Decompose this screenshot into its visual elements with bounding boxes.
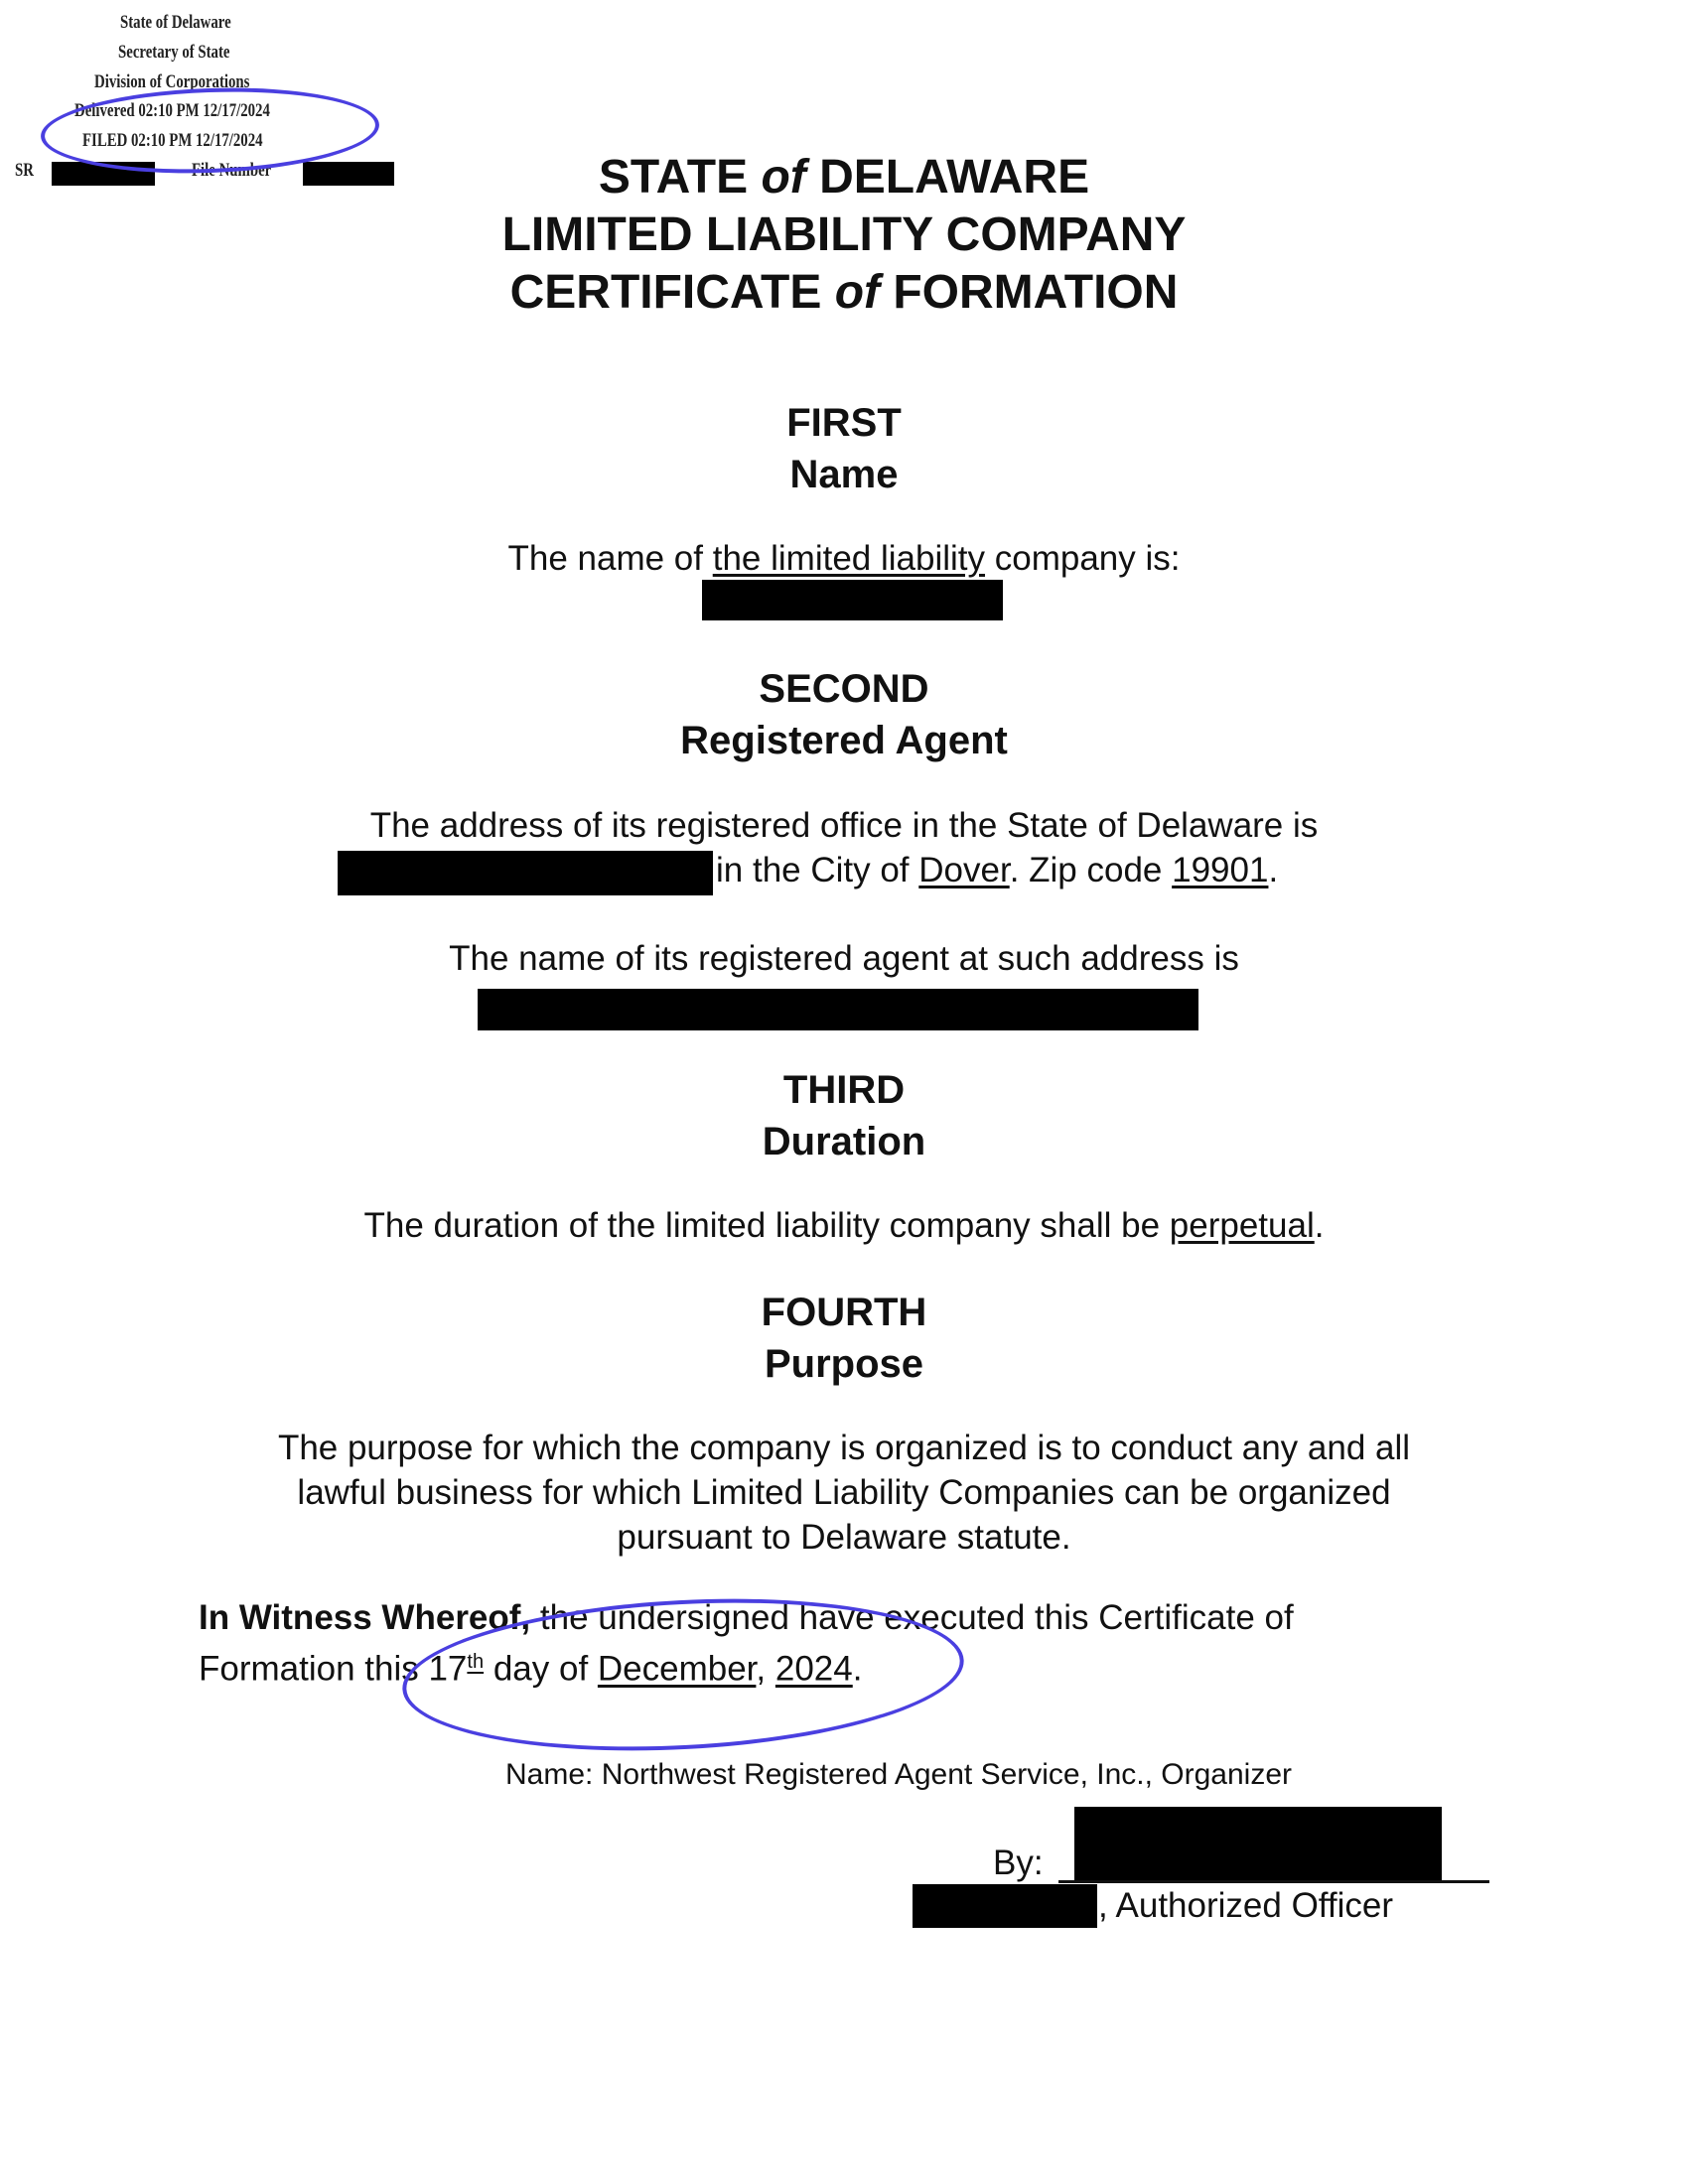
fourth-ordinal: FOURTH [761, 1291, 927, 1334]
third-heading [0, 1064, 1688, 1167]
city-value: Dover [918, 851, 1010, 889]
title-line-2: LIMITED LIABILITY COMPANY [501, 208, 1187, 261]
registered-office-line: The address of its registered office in the State of Delaware is [369, 806, 1319, 845]
first-label: Name [789, 453, 899, 496]
duration-value: perpetual [1169, 1206, 1315, 1245]
fourth-label: Purpose [764, 1342, 924, 1386]
witness-paragraph: In Witness Whereof, the undersigned have executed this Certificate of Formation this 17th day of December, 2024. [199, 1598, 1294, 1689]
second-heading [0, 663, 1688, 766]
redacted-agent-name [478, 989, 1198, 1030]
duration-line: The duration of the limited liability company shall be perpetual. [363, 1206, 1325, 1245]
organizer-name-line: Name: Northwest Registered Agent Service, Inc., Organizer [505, 1758, 1293, 1791]
third-ordinal: THIRD [782, 1068, 906, 1112]
second-ordinal: SECOND [759, 667, 929, 711]
stamp-file-number-label: File Number [192, 160, 272, 181]
registered-agent-line: The name of its registered agent at such address is [449, 939, 1239, 978]
stamp-delivered: Delivered 02:10 PM 12/17/2024 [74, 100, 270, 121]
stamp-division: Division of Corporations [94, 71, 250, 92]
document-title [0, 149, 1688, 322]
authorized-officer-label: , Authorized Officer [1098, 1886, 1394, 1925]
company-name-intro: The name of the limited liability company is: [507, 539, 1181, 578]
stamp-sr-label: SR [15, 160, 34, 181]
second-label: Registered Agent [680, 719, 1008, 762]
redacted-signature [1074, 1807, 1442, 1880]
redacted-street-address [338, 851, 713, 895]
stamp-secretary: Secretary of State [118, 42, 230, 63]
stamp-state: State of Delaware [120, 12, 231, 33]
zip-value: 19901 [1172, 851, 1269, 889]
third-label: Duration [762, 1120, 926, 1163]
by-label: By: [993, 1843, 1044, 1882]
stamp-filed: FILED 02:10 PM 12/17/2024 [82, 130, 263, 151]
redacted-officer-name [913, 1884, 1097, 1928]
witness-year: 2024 [774, 1649, 853, 1689]
fourth-heading [0, 1287, 1688, 1390]
redacted-company-name [702, 580, 1003, 620]
first-ordinal: FIRST [786, 401, 902, 445]
first-heading [0, 397, 1688, 500]
title-line-1: STATE of DELAWARE [598, 151, 1090, 204]
witness-month: December [597, 1649, 757, 1689]
city-zip-line: in the City of Dover. Zip code 19901. [716, 851, 1279, 889]
title-line-3: CERTIFICATE of FORMATION [509, 266, 1179, 319]
purpose-paragraph: The purpose for which the company is organized is to conduct any and all lawful business for which Limited Liability Companies can be organized pursuant to Delaware statute. [277, 1429, 1411, 1557]
